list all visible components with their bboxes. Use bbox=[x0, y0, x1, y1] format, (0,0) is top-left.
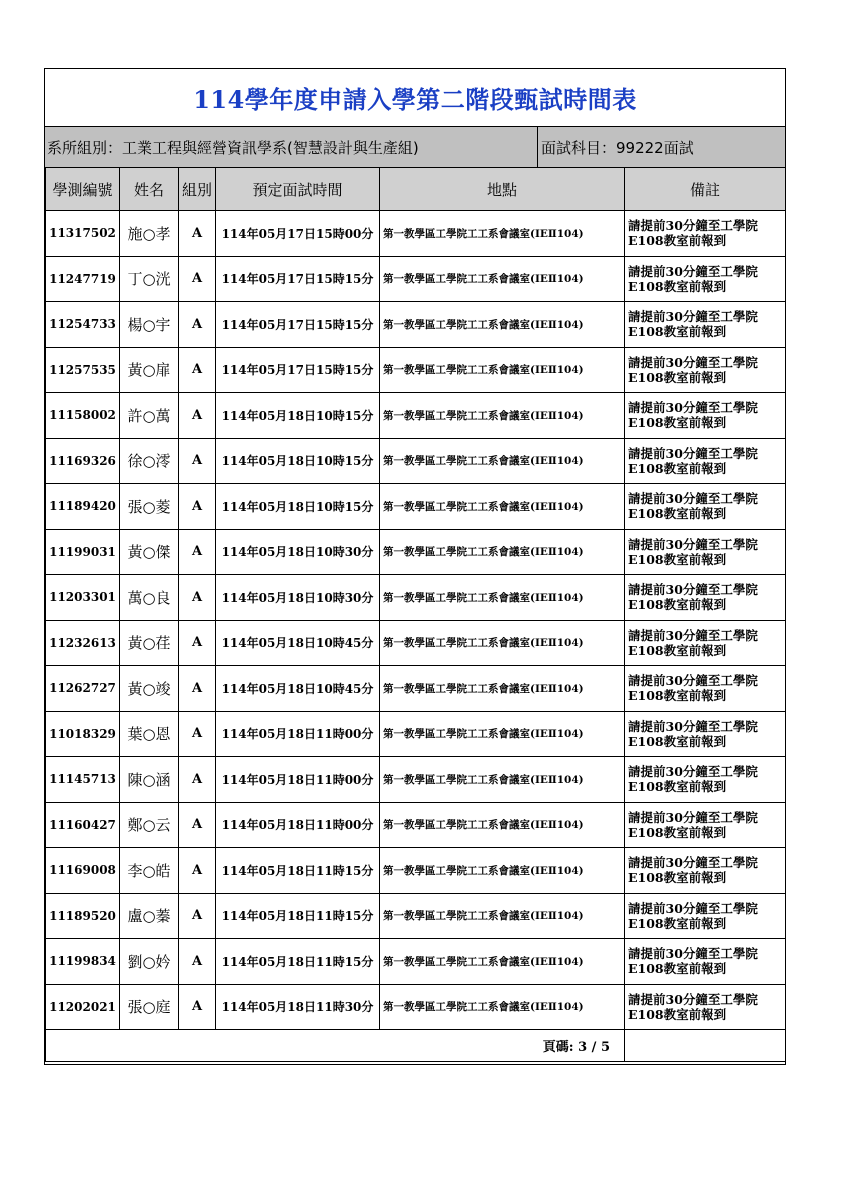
cell-time: 114年05月17日15時00分 bbox=[216, 211, 380, 257]
cell-group: A bbox=[179, 984, 216, 1030]
cell-note bbox=[625, 347, 786, 393]
note-line-2: E108教室前報到 bbox=[628, 1006, 727, 1022]
note-line-1: 請提前30分鐘至工學院 bbox=[628, 946, 758, 962]
cell-location: 第一教學區工學院工工系會議室(IEⅡ104) bbox=[380, 438, 625, 484]
cell-name: 葉○恩 bbox=[120, 711, 179, 757]
cell-id: 11203301 bbox=[46, 575, 120, 621]
cell-time: 114年05月18日10時30分 bbox=[216, 529, 380, 575]
cell-group: A bbox=[179, 620, 216, 666]
cell-group: A bbox=[179, 529, 216, 575]
cell-note bbox=[625, 757, 786, 803]
schedule-sheet bbox=[44, 68, 786, 1065]
cell-location: 第一教學區工學院工工系會議室(IEⅡ104) bbox=[380, 848, 625, 894]
cell-name: 許○萬 bbox=[120, 393, 179, 439]
table-row bbox=[46, 620, 786, 666]
cell-time: 114年05月18日10時15分 bbox=[216, 393, 380, 439]
header-note: 備註 bbox=[625, 168, 786, 211]
cell-location: 第一教學區工學院工工系會議室(IEⅡ104) bbox=[380, 757, 625, 803]
cell-name: 楊○宇 bbox=[120, 302, 179, 348]
cell-location: 第一教學區工學院工工系會議室(IEⅡ104) bbox=[380, 984, 625, 1030]
cell-location: 第一教學區工學院工工系會議室(IEⅡ104) bbox=[380, 802, 625, 848]
cell-group: A bbox=[179, 484, 216, 530]
cell-location: 第一教學區工學院工工系會議室(IEⅡ104) bbox=[380, 711, 625, 757]
cell-id: 11018329 bbox=[46, 711, 120, 757]
note-line-1: 請提前30分鐘至工學院 bbox=[628, 809, 758, 825]
cell-note bbox=[625, 256, 786, 302]
cell-group: A bbox=[179, 848, 216, 894]
note-line-2: E108教室前報到 bbox=[628, 961, 727, 977]
cell-name: 丁○洸 bbox=[120, 256, 179, 302]
cell-id: 11189520 bbox=[46, 893, 120, 939]
note-line-1: 請提前30分鐘至工學院 bbox=[628, 491, 758, 507]
cell-id: 11145713 bbox=[46, 757, 120, 803]
cell-id: 11317502 bbox=[46, 211, 120, 257]
subject-label: 面試科目：99222面試 bbox=[537, 127, 785, 167]
table-row bbox=[46, 438, 786, 484]
cell-time: 114年05月18日11時15分 bbox=[216, 848, 380, 894]
cell-id: 11202021 bbox=[46, 984, 120, 1030]
table-row bbox=[46, 256, 786, 302]
cell-group: A bbox=[179, 438, 216, 484]
header-group: 組別 bbox=[179, 168, 216, 211]
note-line-2: E108教室前報到 bbox=[628, 278, 727, 294]
note-line-2: E108教室前報到 bbox=[628, 369, 727, 385]
cell-time: 114年05月18日11時30分 bbox=[216, 984, 380, 1030]
cell-note bbox=[625, 893, 786, 939]
cell-time: 114年05月18日11時15分 bbox=[216, 939, 380, 985]
cell-note bbox=[625, 848, 786, 894]
table-row bbox=[46, 939, 786, 985]
cell-time: 114年05月18日11時00分 bbox=[216, 802, 380, 848]
note-line-2: E108教室前報到 bbox=[628, 460, 727, 476]
cell-group: A bbox=[179, 802, 216, 848]
cell-id: 11189420 bbox=[46, 484, 120, 530]
cell-note bbox=[625, 802, 786, 848]
header-row bbox=[46, 168, 786, 211]
cell-location: 第一教學區工學院工工系會議室(IEⅡ104) bbox=[380, 893, 625, 939]
cell-time: 114年05月17日15時15分 bbox=[216, 347, 380, 393]
note-line-2: E108教室前報到 bbox=[628, 506, 727, 522]
cell-name: 張○菱 bbox=[120, 484, 179, 530]
table-row bbox=[46, 529, 786, 575]
table-row bbox=[46, 666, 786, 712]
table-row bbox=[46, 484, 786, 530]
note-line-2: E108教室前報到 bbox=[628, 233, 727, 249]
cell-id: 11254733 bbox=[46, 302, 120, 348]
page-title: 114學年度申請入學第二階段甄試時間表 bbox=[193, 85, 637, 114]
table-row bbox=[46, 848, 786, 894]
cell-note bbox=[625, 211, 786, 257]
cell-location: 第一教學區工學院工工系會議室(IEⅡ104) bbox=[380, 666, 625, 712]
cell-name: 黃○扉 bbox=[120, 347, 179, 393]
cell-name: 黃○傑 bbox=[120, 529, 179, 575]
cell-name: 施○孝 bbox=[120, 211, 179, 257]
table-row bbox=[46, 393, 786, 439]
cell-id: 11257535 bbox=[46, 347, 120, 393]
cell-time: 114年05月18日10時15分 bbox=[216, 484, 380, 530]
cell-note bbox=[625, 529, 786, 575]
footer-empty bbox=[625, 1030, 786, 1062]
note-line-2: E108教室前報到 bbox=[628, 733, 727, 749]
note-line-2: E108教室前報到 bbox=[628, 551, 727, 567]
table-row bbox=[46, 802, 786, 848]
header-location: 地點 bbox=[380, 168, 625, 211]
note-line-1: 請提前30分鐘至工學院 bbox=[628, 718, 758, 734]
cell-group: A bbox=[179, 893, 216, 939]
table-row bbox=[46, 575, 786, 621]
cell-note bbox=[625, 711, 786, 757]
table-row bbox=[46, 347, 786, 393]
cell-group: A bbox=[179, 575, 216, 621]
cell-id: 11199834 bbox=[46, 939, 120, 985]
cell-note bbox=[625, 939, 786, 985]
cell-location: 第一教學區工學院工工系會議室(IEⅡ104) bbox=[380, 393, 625, 439]
cell-note bbox=[625, 302, 786, 348]
cell-note bbox=[625, 393, 786, 439]
cell-name: 徐○澪 bbox=[120, 438, 179, 484]
table-row bbox=[46, 893, 786, 939]
cell-time: 114年05月18日11時00分 bbox=[216, 711, 380, 757]
cell-group: A bbox=[179, 302, 216, 348]
cell-group: A bbox=[179, 757, 216, 803]
note-line-1: 請提前30分鐘至工學院 bbox=[628, 445, 758, 461]
note-line-1: 請提前30分鐘至工學院 bbox=[628, 855, 758, 871]
meta-bar bbox=[45, 126, 785, 167]
cell-name: 鄭○云 bbox=[120, 802, 179, 848]
cell-time: 114年05月18日11時15分 bbox=[216, 893, 380, 939]
note-line-1: 請提前30分鐘至工學院 bbox=[628, 263, 758, 279]
cell-group: A bbox=[179, 347, 216, 393]
schedule-table bbox=[45, 167, 786, 1062]
note-line-1: 請提前30分鐘至工學院 bbox=[628, 309, 758, 325]
note-line-1: 請提前30分鐘至工學院 bbox=[628, 582, 758, 598]
cell-note bbox=[625, 575, 786, 621]
note-line-2: E108教室前報到 bbox=[628, 824, 727, 840]
note-line-2: E108教室前報到 bbox=[628, 870, 727, 886]
cell-name: 黃○荏 bbox=[120, 620, 179, 666]
page-number: 頁碼: 3 / 5 bbox=[46, 1030, 625, 1062]
cell-id: 11247719 bbox=[46, 256, 120, 302]
cell-time: 114年05月18日10時15分 bbox=[216, 438, 380, 484]
table-row bbox=[46, 711, 786, 757]
cell-name: 張○庭 bbox=[120, 984, 179, 1030]
table-row bbox=[46, 302, 786, 348]
cell-name: 劉○妗 bbox=[120, 939, 179, 985]
cell-note bbox=[625, 484, 786, 530]
note-line-2: E108教室前報到 bbox=[628, 415, 727, 431]
note-line-1: 請提前30分鐘至工學院 bbox=[628, 218, 758, 234]
cell-time: 114年05月18日10時45分 bbox=[216, 666, 380, 712]
cell-note bbox=[625, 666, 786, 712]
cell-time: 114年05月18日10時30分 bbox=[216, 575, 380, 621]
cell-location: 第一教學區工學院工工系會議室(IEⅡ104) bbox=[380, 529, 625, 575]
cell-group: A bbox=[179, 711, 216, 757]
table-row bbox=[46, 984, 786, 1030]
cell-location: 第一教學區工學院工工系會議室(IEⅡ104) bbox=[380, 575, 625, 621]
note-line-2: E108教室前報到 bbox=[628, 688, 727, 704]
cell-name: 陳○涵 bbox=[120, 757, 179, 803]
note-line-1: 請提前30分鐘至工學院 bbox=[628, 400, 758, 416]
cell-location: 第一教學區工學院工工系會議室(IEⅡ104) bbox=[380, 302, 625, 348]
cell-location: 第一教學區工學院工工系會議室(IEⅡ104) bbox=[380, 939, 625, 985]
cell-note bbox=[625, 984, 786, 1030]
cell-id: 11158002 bbox=[46, 393, 120, 439]
cell-id: 11169008 bbox=[46, 848, 120, 894]
cell-group: A bbox=[179, 666, 216, 712]
note-line-1: 請提前30分鐘至工學院 bbox=[628, 627, 758, 643]
cell-time: 114年05月18日11時00分 bbox=[216, 757, 380, 803]
header-time: 預定面試時間 bbox=[216, 168, 380, 211]
cell-time: 114年05月18日10時45分 bbox=[216, 620, 380, 666]
cell-group: A bbox=[179, 393, 216, 439]
note-line-1: 請提前30分鐘至工學院 bbox=[628, 991, 758, 1007]
note-line-1: 請提前30分鐘至工學院 bbox=[628, 900, 758, 916]
cell-id: 11262727 bbox=[46, 666, 120, 712]
cell-name: 李○皓 bbox=[120, 848, 179, 894]
cell-time: 114年05月17日15時15分 bbox=[216, 256, 380, 302]
table-row bbox=[46, 757, 786, 803]
note-line-2: E108教室前報到 bbox=[628, 915, 727, 931]
cell-location: 第一教學區工學院工工系會議室(IEⅡ104) bbox=[380, 211, 625, 257]
cell-id: 11169326 bbox=[46, 438, 120, 484]
cell-time: 114年05月17日15時15分 bbox=[216, 302, 380, 348]
cell-group: A bbox=[179, 211, 216, 257]
note-line-1: 請提前30分鐘至工學院 bbox=[628, 764, 758, 780]
note-line-1: 請提前30分鐘至工學院 bbox=[628, 354, 758, 370]
cell-name: 盧○蓁 bbox=[120, 893, 179, 939]
note-line-2: E108教室前報到 bbox=[628, 779, 727, 795]
cell-name: 黃○竣 bbox=[120, 666, 179, 712]
cell-name: 萬○良 bbox=[120, 575, 179, 621]
cell-note bbox=[625, 438, 786, 484]
cell-group: A bbox=[179, 256, 216, 302]
note-line-2: E108教室前報到 bbox=[628, 642, 727, 658]
footer-row bbox=[46, 1030, 786, 1062]
cell-location: 第一教學區工學院工工系會議室(IEⅡ104) bbox=[380, 620, 625, 666]
cell-id: 11199031 bbox=[46, 529, 120, 575]
department-label: 系所組別：工業工程與經營資訊學系(智慧設計與生產組) bbox=[47, 138, 419, 157]
note-line-1: 請提前30分鐘至工學院 bbox=[628, 536, 758, 552]
note-line-2: E108教室前報到 bbox=[628, 324, 727, 340]
header-id: 學測編號 bbox=[46, 168, 120, 211]
header-name: 姓名 bbox=[120, 168, 179, 211]
cell-id: 11160427 bbox=[46, 802, 120, 848]
cell-location: 第一教學區工學院工工系會議室(IEⅡ104) bbox=[380, 347, 625, 393]
cell-location: 第一教學區工學院工工系會議室(IEⅡ104) bbox=[380, 256, 625, 302]
note-line-2: E108教室前報到 bbox=[628, 597, 727, 613]
cell-note bbox=[625, 620, 786, 666]
table-row bbox=[46, 211, 786, 257]
cell-id: 11232613 bbox=[46, 620, 120, 666]
cell-location: 第一教學區工學院工工系會議室(IEⅡ104) bbox=[380, 484, 625, 530]
cell-group: A bbox=[179, 939, 216, 985]
note-line-1: 請提前30分鐘至工學院 bbox=[628, 673, 758, 689]
